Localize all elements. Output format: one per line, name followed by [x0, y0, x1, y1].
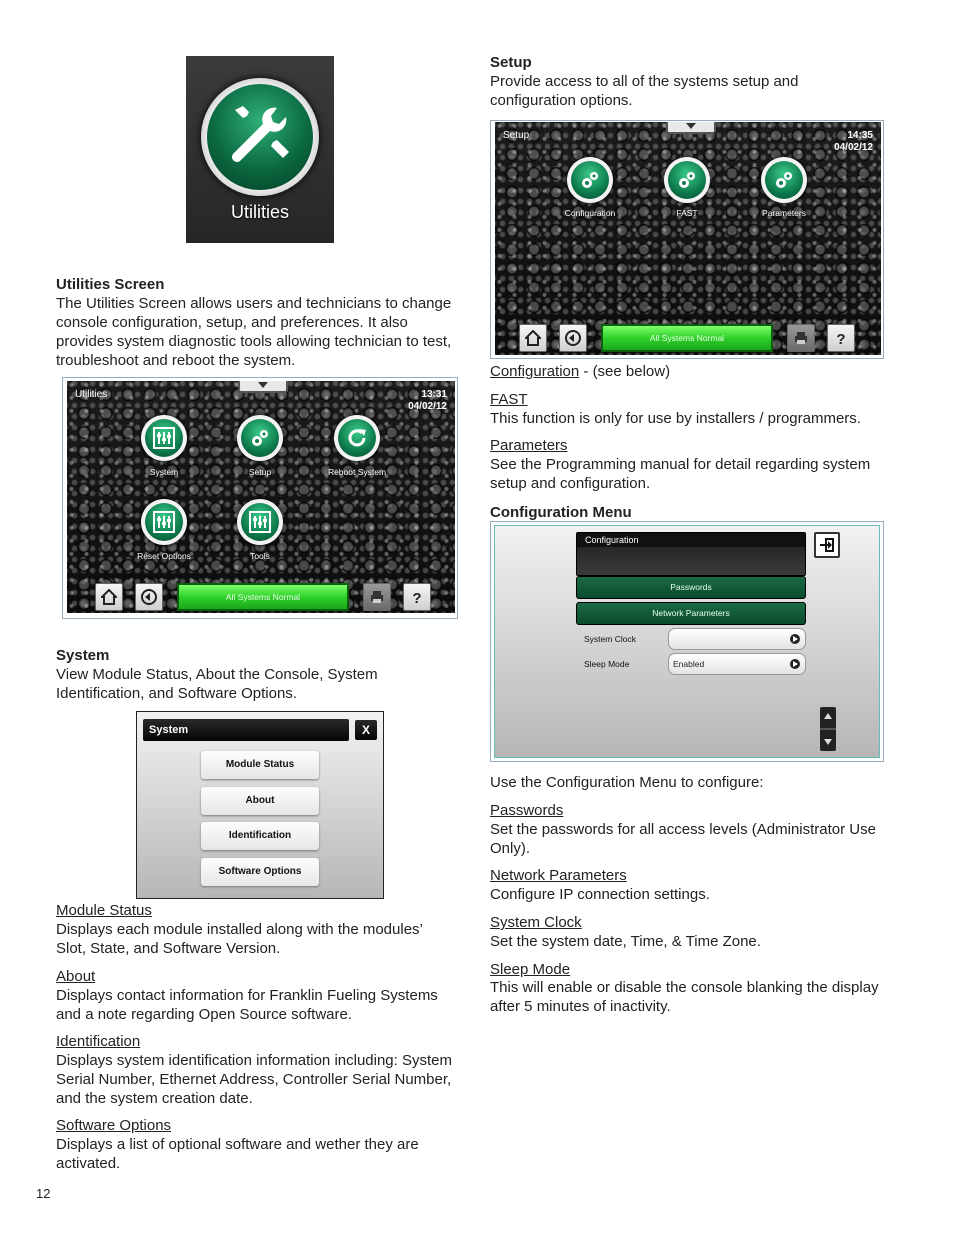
setup-heading: Setup — [490, 54, 532, 71]
configuration-button-label: Configuration — [564, 208, 616, 218]
configuration-item — [490, 362, 670, 381]
reboot-system-button[interactable] — [334, 415, 380, 461]
configuration-menu-screenshot — [490, 521, 884, 762]
print-button[interactable] — [363, 583, 391, 611]
screen-title: Utilities — [75, 389, 108, 400]
chevron-right-icon — [792, 661, 798, 667]
drop-down-tab[interactable] — [238, 381, 288, 393]
system-dialog-screenshot — [136, 711, 384, 899]
system-button-label: System — [149, 467, 179, 477]
reset-options-button[interactable] — [141, 499, 187, 545]
question-icon — [409, 589, 425, 605]
about-text: Displays contact information for Franklin Fueling Systems and a note regarding Open Source software. — [56, 987, 438, 1023]
utilities-screen-body: The Utilities Screen allows users and technicians to change console configuration, setup, and preferences. It also provides system diagnostic tools allowing technician to test, troubleshoot and reboot the system. — [56, 295, 452, 369]
configuration-menu-heading: Configuration Menu — [490, 504, 632, 521]
dialog-title: System — [143, 719, 349, 741]
module-status-title: Module Status — [56, 902, 152, 919]
network-parameters-button[interactable]: Network Parameters — [576, 602, 806, 625]
status-bar[interactable]: All Systems Normal — [601, 324, 773, 352]
close-button[interactable]: X — [355, 720, 377, 740]
sliders-icon — [153, 427, 175, 449]
system-body: View Module Status, About the Console, System Identification, and Software Options. — [56, 666, 378, 702]
sleep-mode-title: Sleep Mode — [490, 961, 571, 978]
printer-icon — [369, 589, 385, 605]
utilities-label: Utilities — [230, 202, 289, 222]
screen-clock: 13:31 04/02/12 — [408, 389, 447, 412]
arrow-up-icon — [820, 707, 836, 727]
home-button[interactable] — [95, 583, 123, 611]
software-options-text: Displays a list of optional software and wether they are activated. — [56, 1136, 419, 1172]
home-icon — [101, 589, 117, 605]
tools-button-label: Tools — [250, 551, 270, 561]
triangle-down-icon — [686, 123, 696, 129]
sleep-mode-text: This will enable or disable the console blanking the display after 5 minutes of inactivity. — [490, 979, 879, 1015]
software-options-title: Software Options — [56, 1117, 172, 1134]
arrow-down-icon — [820, 731, 836, 751]
configuration-menu-intro: Use the Configuration Menu to configure: — [490, 774, 764, 791]
identification-button[interactable]: Identification — [201, 822, 319, 850]
parameters-title: Parameters — [490, 437, 568, 454]
about-title: About — [56, 968, 96, 985]
scrollbar[interactable] — [820, 707, 836, 751]
chevron-right-icon — [792, 636, 798, 642]
configuration-title: Configuration — [490, 363, 580, 380]
drop-down-tab[interactable] — [666, 122, 716, 134]
identification-title: Identification — [56, 1033, 141, 1050]
sleep-mode-field[interactable]: Enabled — [668, 653, 806, 675]
passwords-button[interactable]: Passwords — [576, 576, 806, 599]
svg-text:?: ? — [412, 590, 422, 605]
gears-icon — [579, 169, 601, 191]
fast-title: FAST — [490, 391, 528, 408]
configuration-suffix: - (see below) — [579, 363, 671, 380]
system-clock-title: System Clock — [490, 914, 582, 931]
status-bar[interactable]: All Systems Normal — [177, 583, 349, 611]
refresh-icon — [346, 427, 368, 449]
tools-button[interactable] — [237, 499, 283, 545]
fast-text: This function is only for use by installers / programmers. — [490, 410, 861, 427]
reboot-system-button-label: Reboot System — [327, 467, 387, 477]
system-button[interactable] — [141, 415, 187, 461]
config-title-bar — [576, 532, 806, 576]
network-parameters-text: Configure IP connection settings. — [490, 886, 710, 903]
identification-text: Displays system identification information including: System Serial Number, Ethernet Address, Controller Serial Number, and the system creation date. — [56, 1052, 452, 1107]
sliders-icon — [153, 511, 175, 533]
fast-button-label: FAST — [676, 208, 698, 218]
software-options-button[interactable]: Software Options — [201, 858, 319, 886]
setup-button-label: Setup — [248, 467, 272, 477]
utilities-circle — [201, 78, 319, 196]
wrench-screwdriver-icon — [225, 102, 295, 172]
network-parameters-title: Network Parameters — [490, 867, 627, 884]
system-clock-text: Set the system date, Time, & Time Zone. — [490, 933, 761, 950]
back-arrow-icon — [565, 330, 581, 346]
setup-button[interactable] — [237, 415, 283, 461]
system-clock-label: System Clock — [584, 634, 636, 644]
system-heading: System — [56, 647, 110, 664]
home-button[interactable] — [519, 324, 547, 352]
screen-clock: 14:35 04/02/12 — [834, 130, 873, 153]
utilities-icon-image — [186, 56, 334, 243]
home-icon — [525, 330, 541, 346]
help-button[interactable] — [403, 583, 431, 611]
utilities-screenshot — [62, 377, 458, 619]
passwords-title: Passwords — [490, 802, 564, 819]
utilities-screen-heading: Utilities Screen — [56, 276, 165, 293]
exit-button[interactable] — [814, 532, 840, 558]
print-button[interactable] — [787, 324, 815, 352]
module-status-button[interactable]: Module Status — [201, 751, 319, 779]
reset-options-button-label: Reset Options — [137, 551, 191, 561]
gears-icon — [676, 169, 698, 191]
svg-text:?: ? — [836, 331, 846, 346]
module-status-text: Displays each module installed along with the modules’ Slot, State, and Software Version. — [56, 921, 423, 957]
screen-title: Setup — [503, 130, 530, 141]
configuration-button[interactable] — [567, 157, 613, 203]
fast-button[interactable] — [664, 157, 710, 203]
config-title: Configuration — [585, 535, 639, 545]
back-button[interactable] — [559, 324, 587, 352]
help-button[interactable] — [827, 324, 855, 352]
printer-icon — [793, 330, 809, 346]
triangle-down-icon — [258, 382, 268, 388]
setup-body: Provide access to all of the systems setup and configuration options. — [490, 73, 799, 109]
back-button[interactable] — [135, 583, 163, 611]
exit-icon — [819, 537, 835, 553]
sliders-icon — [249, 511, 271, 533]
page-number: 12 — [36, 1186, 51, 1201]
back-arrow-icon — [141, 589, 157, 605]
parameters-text: See the Programming manual for detail regarding system setup and configuration. — [490, 456, 871, 492]
system-clock-field[interactable] — [668, 628, 806, 650]
parameters-button[interactable] — [761, 157, 807, 203]
passwords-text: Set the passwords for all access levels (Administrator Use Only). — [490, 821, 876, 857]
setup-screenshot — [490, 120, 884, 359]
parameters-button-label: Parameters — [762, 208, 806, 218]
sleep-mode-label: Sleep Mode — [584, 659, 630, 669]
about-button[interactable]: About — [201, 787, 319, 815]
question-icon — [833, 330, 849, 346]
gears-icon — [773, 169, 795, 191]
gears-icon — [249, 427, 271, 449]
